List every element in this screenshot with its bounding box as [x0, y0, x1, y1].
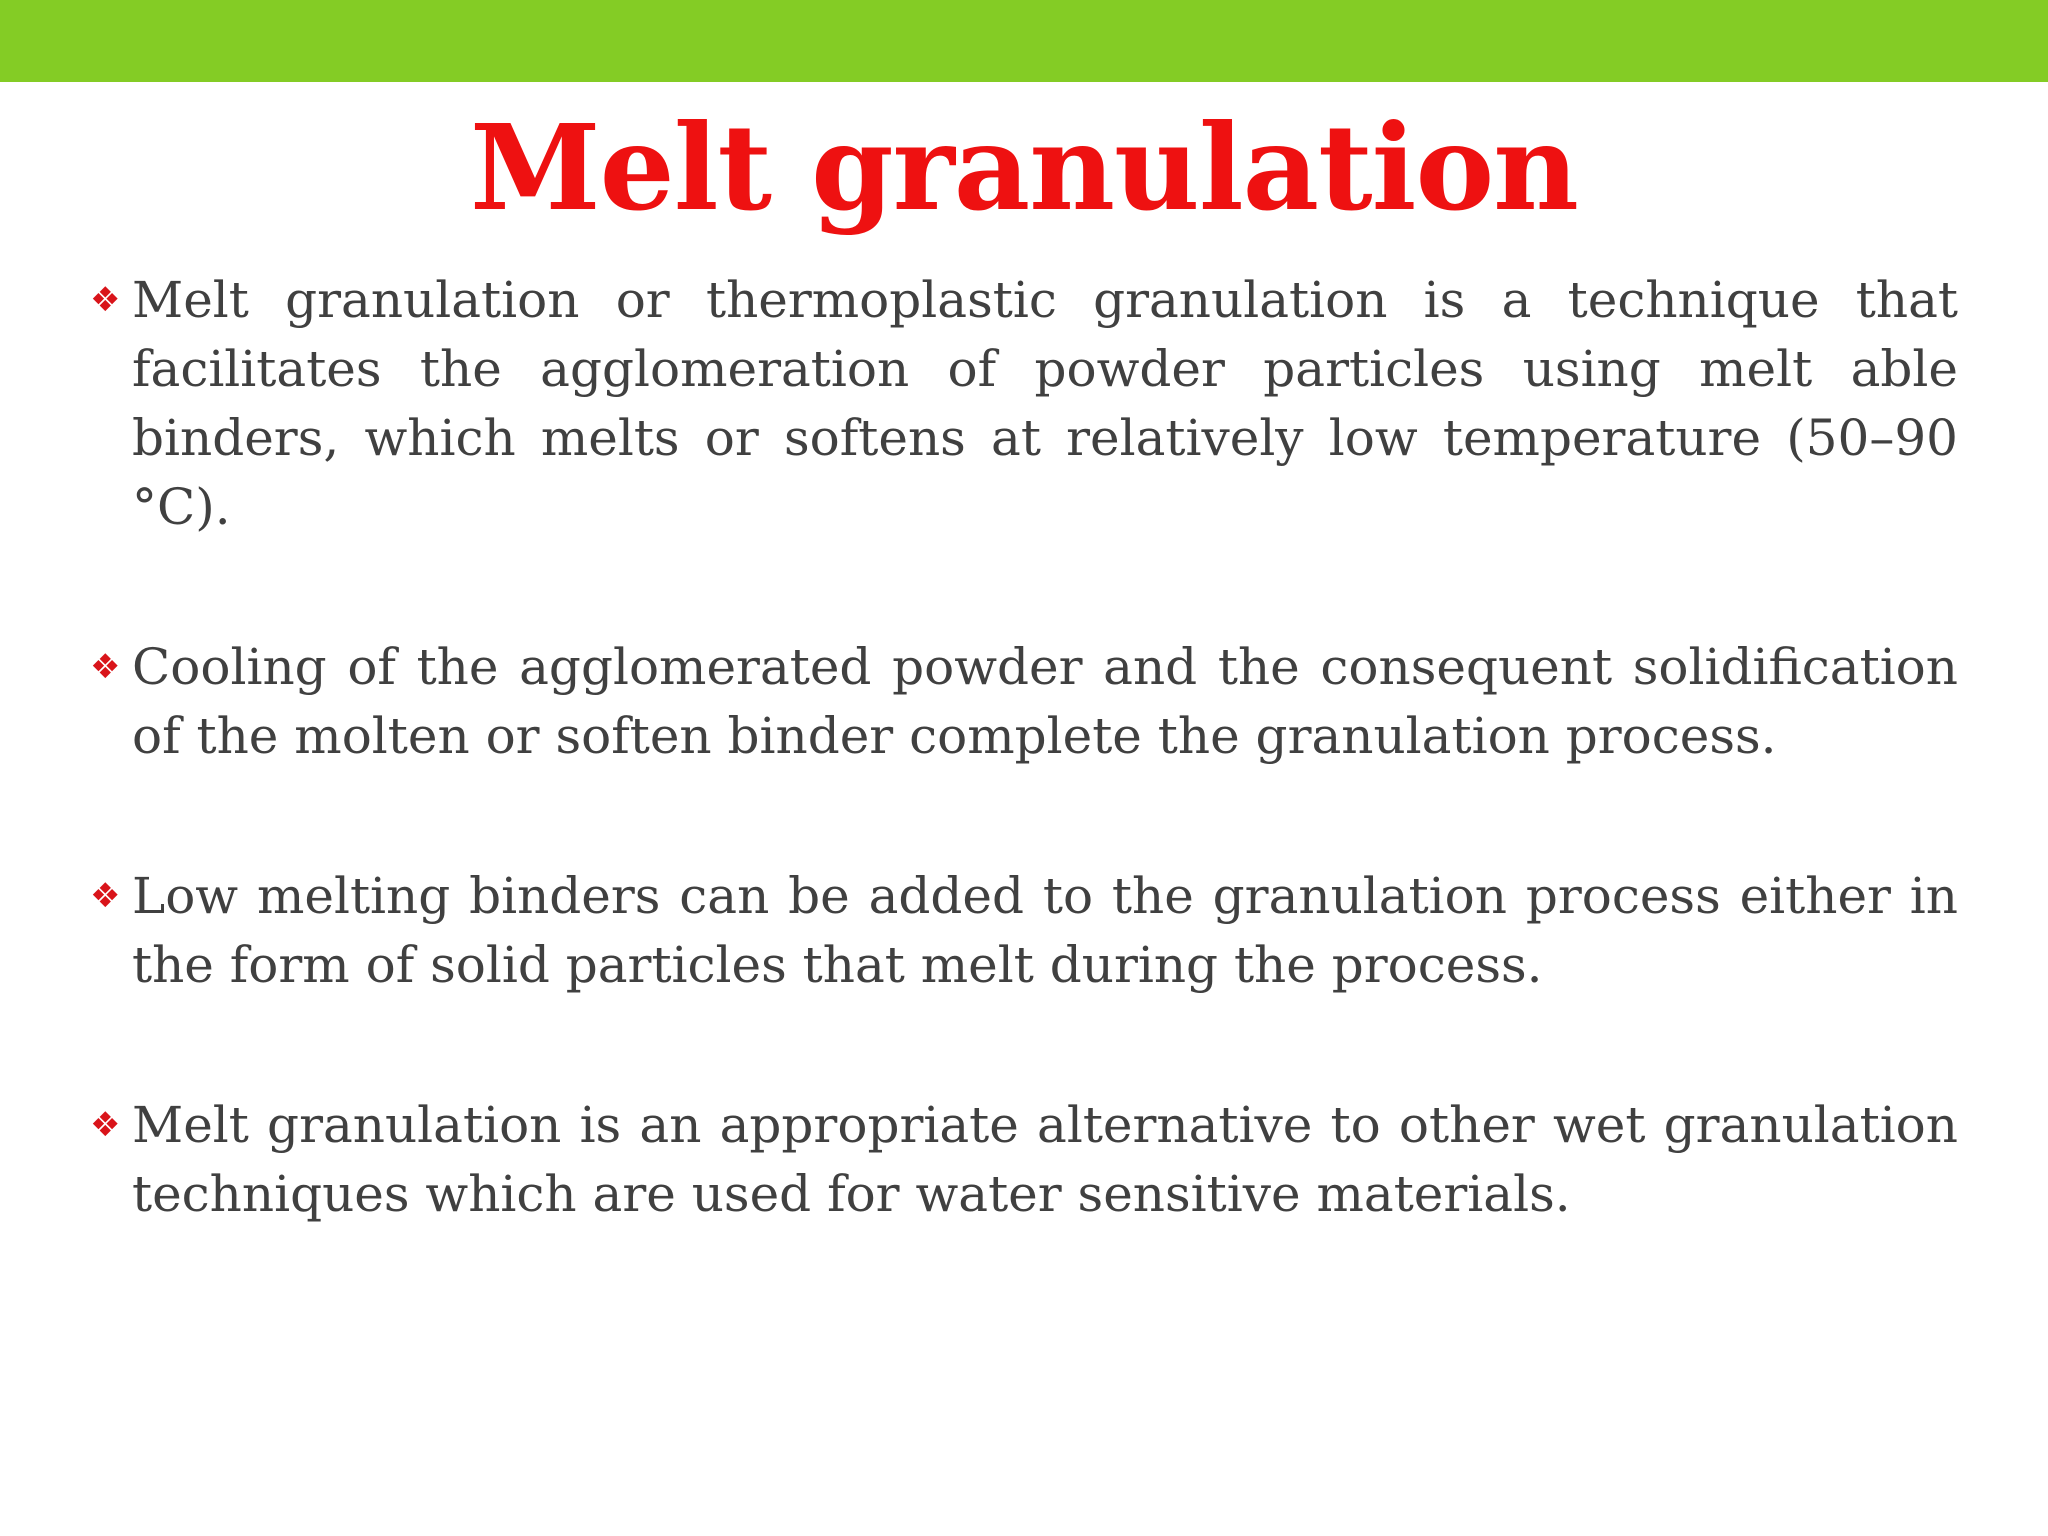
bullet-item — [90, 1091, 1958, 1229]
bullet-list — [90, 266, 1958, 1229]
bullet-item — [90, 633, 1958, 771]
bullet-text: Melt granulation is an appropriate alternative to other wet granulation techniques which are used for water sensitive materials. — [132, 1096, 1958, 1223]
bullet-text: Melt granulation or thermoplastic granulation is a technique that facilitates the agglomeration of powder particles using melt able binders, which melts or softens at relatively low temperature (50–90 °C). — [132, 271, 1958, 536]
bullet-item — [90, 266, 1958, 542]
bullet-item — [90, 862, 1958, 1000]
four-diamond-bullet-icon: ❖ — [90, 647, 121, 687]
bullet-text: Cooling of the agglomerated powder and the consequent solidification of the molten or soften binder complete the granulation process. — [132, 638, 1958, 765]
top-accent-bar — [0, 0, 2048, 82]
four-diamond-bullet-icon: ❖ — [90, 280, 121, 320]
bullet-text: Low melting binders can be added to the granulation process either in the form of solid particles that melt during the process. — [132, 867, 1958, 994]
four-diamond-bullet-icon: ❖ — [90, 876, 121, 916]
four-diamond-bullet-icon: ❖ — [90, 1105, 121, 1145]
slide-title: Melt granulation — [470, 98, 1578, 237]
